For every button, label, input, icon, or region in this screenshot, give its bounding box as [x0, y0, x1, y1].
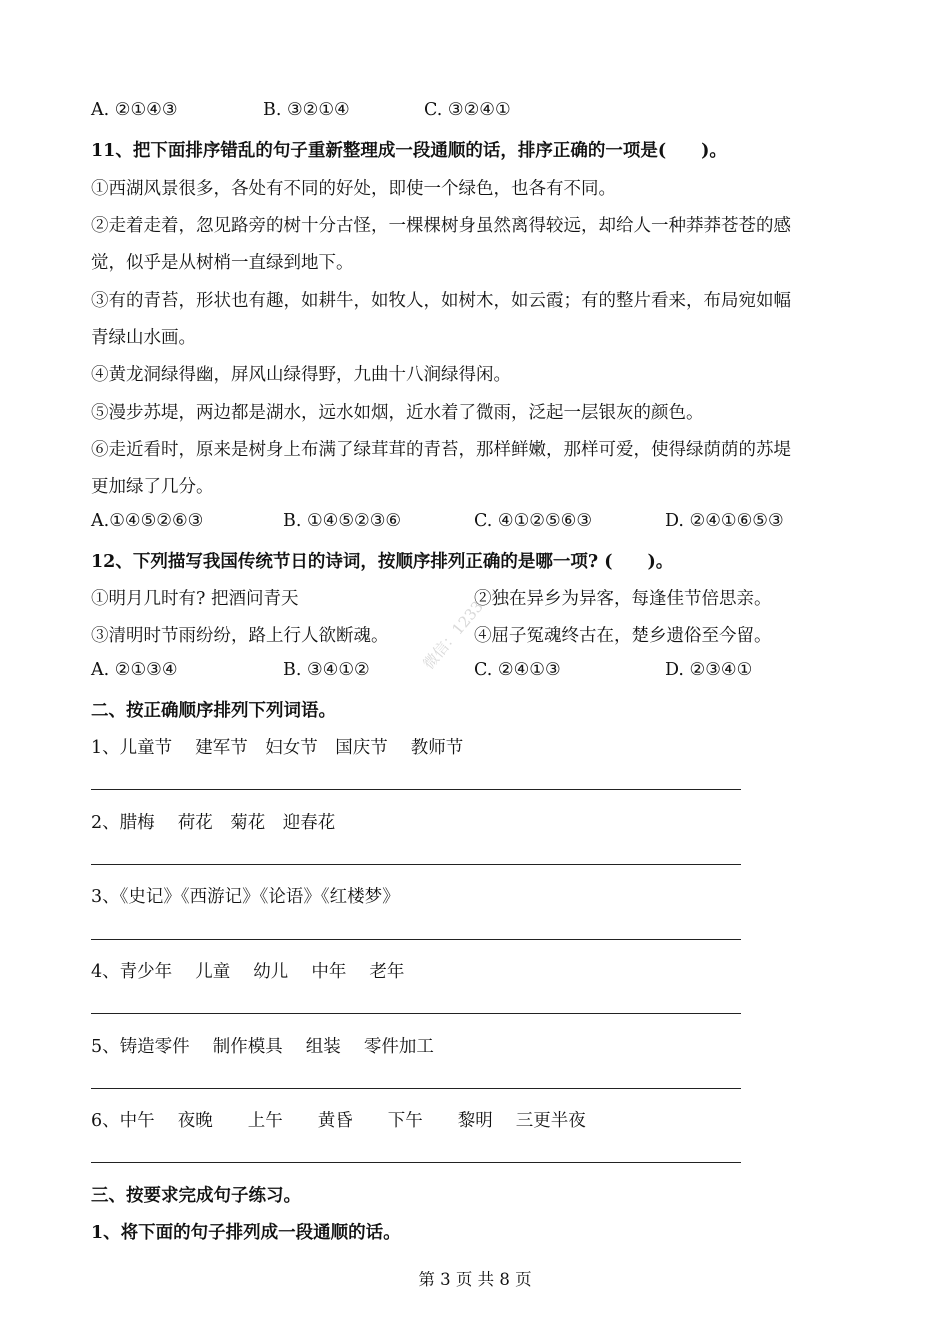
section2-title: 二、按正确顺序排列下列词语。	[91, 701, 336, 721]
q12-item-3: ③清明时节雨纷纷，路上行人欲断魂。	[91, 626, 389, 646]
watermark: 微信：1233	[419, 597, 487, 673]
answer-line-6	[91, 1162, 741, 1163]
q11-option-d: D. ②④①⑥⑤③	[665, 511, 784, 531]
answer-line-3	[91, 939, 741, 940]
q11-option-c: C. ④①②⑤⑥③	[474, 511, 593, 531]
q10-option-b: B. ③②①④	[263, 100, 350, 120]
q11-line-2: ②走着走着，忽见路旁的树十分古怪，一棵棵树身虽然离得较远，却给人一种莽莽苍苍的感	[91, 216, 791, 236]
q11-line-7: ⑤漫步苏堤，两边都是湖水，远水如烟，近水着了微雨，泛起一层银灰的颜色。	[91, 403, 704, 423]
section2-item-4: 4、青少年 儿童 幼儿 中年 老年	[91, 962, 405, 982]
answer-line-2	[91, 864, 741, 865]
q10-option-a: A. ②①④③	[91, 100, 178, 120]
q12-item-4: ④屈子冤魂终古在，楚乡遗俗至今留。	[474, 626, 772, 646]
q11-option-b: B. ①④⑤②③⑥	[283, 511, 402, 531]
q12-option-d: D. ②③④①	[665, 660, 753, 680]
q12-item-1: ①明月几时有? 把酒问青天	[91, 589, 299, 609]
answer-line-1	[91, 789, 741, 790]
q11-line-4: ③有的青苔，形状也有趣，如耕牛，如牧人，如树木，如云霞；有的整片看来，布局宛如幅	[91, 291, 791, 311]
section2-item-3: 3、《史记》《西游记》《论语》《红楼梦》	[91, 887, 400, 907]
answer-line-5	[91, 1088, 741, 1089]
section3-title: 三、按要求完成句子练习。	[91, 1186, 301, 1206]
q12-option-a: A. ②①③④	[91, 660, 178, 680]
section2-item-2: 2、腊梅 荷花 菊花 迎春花	[91, 813, 336, 833]
q11-line-8: ⑥走近看时，原来是树身上布满了绿茸茸的青苔，那样鲜嫩，那样可爱，使得绿荫荫的苏堤	[91, 440, 791, 460]
q12-option-b: B. ③④①②	[283, 660, 370, 680]
section3-sub1: 1、将下面的句子排列成一段通顺的话。	[91, 1223, 401, 1243]
q12-item-2: ②独在异乡为异客，每逢佳节倍思亲。	[474, 589, 772, 609]
q10-option-c: C. ③②④①	[424, 100, 511, 120]
section2-item-1: 1、儿童节 建军节 妇女节 国庆节 教师节	[91, 738, 464, 758]
q11-line-1: ①西湖风景很多，各处有不同的好处，即使一个绿色，也各有不同。	[91, 179, 616, 199]
page-footer: 第 3 页 共 8 页	[418, 1270, 532, 1289]
answer-line-4	[91, 1013, 741, 1014]
q11-line-3: 觉，似乎是从树梢一直绿到地下。	[91, 253, 354, 273]
q11-line-6: ④黄龙洞绿得幽，屏风山绿得野，九曲十八涧绿得闲。	[91, 365, 511, 385]
section2-item-5: 5、铸造零件 制作模具 组装 零件加工	[91, 1037, 434, 1057]
q12-title: 12、下列描写我国传统节日的诗词，按顺序排列正确的是哪一项? ( )。	[91, 552, 674, 572]
q11-title: 11、把下面排序错乱的句子重新整理成一段通顺的话，排序正确的一项是( )。	[91, 141, 727, 161]
q11-line-5: 青绿山水画。	[91, 328, 196, 348]
section2-item-6: 6、中午 夜晚 上午 黄昏 下午 黎明 三更半夜	[91, 1111, 586, 1131]
q11-option-a: A.①④⑤②⑥③	[91, 511, 204, 531]
q12-option-c: C. ②④①③	[474, 660, 561, 680]
q11-line-9: 更加绿了几分。	[91, 477, 214, 497]
